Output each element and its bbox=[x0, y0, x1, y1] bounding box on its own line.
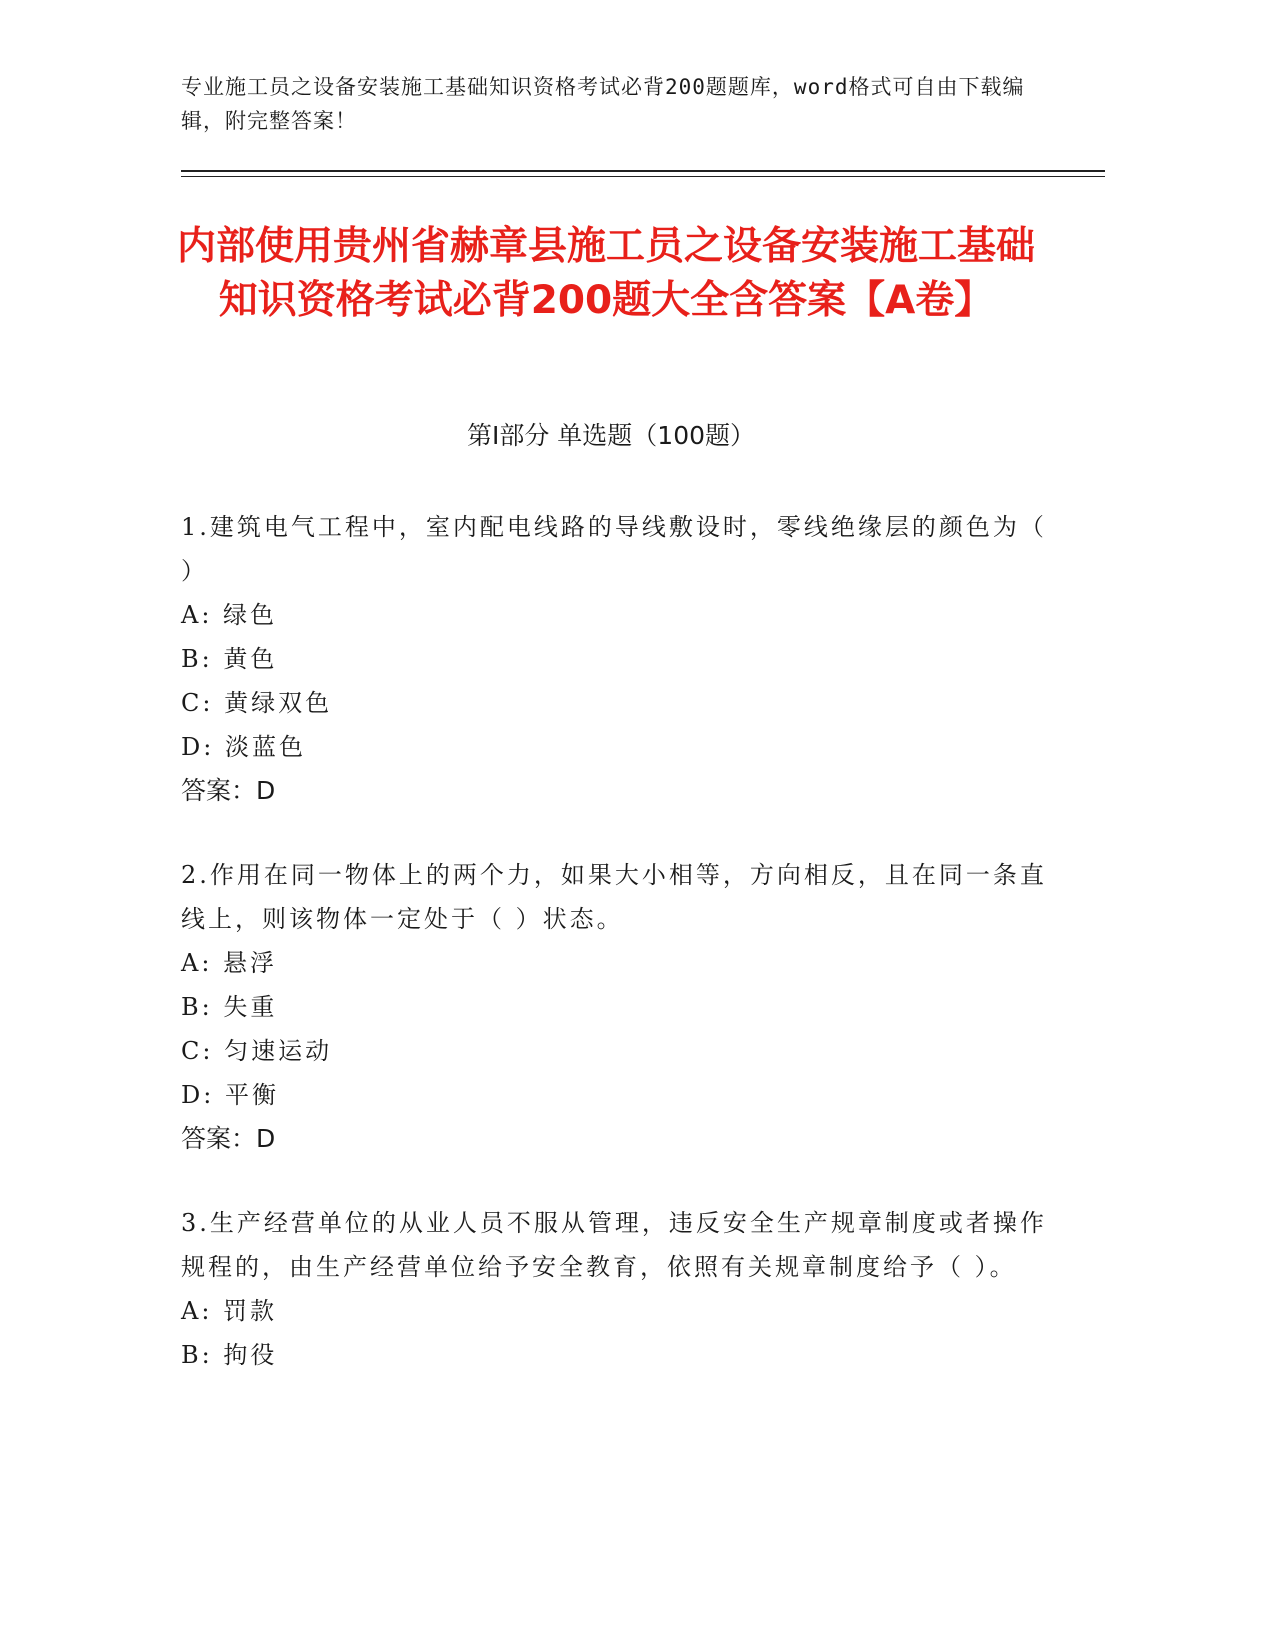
option-b: B: 失重 bbox=[181, 993, 278, 1021]
question-2 bbox=[181, 853, 1061, 1161]
option-b: B: 黄色 bbox=[181, 645, 278, 673]
question-3 bbox=[181, 1201, 1061, 1377]
question-stem: 3.生产经营单位的从业人员不服从管理，违反安全生产规章制度或者操作规程的，由生产经营单位给予安全教育，依照有关规章制度给予（ ）。 bbox=[181, 1209, 1047, 1281]
option-d: D: 平衡 bbox=[181, 1081, 279, 1109]
question-stem: 2.作用在同一物体上的两个力，如果大小相等，方向相反，且在同一条直线上，则该物体一定处于（ ）状态。 bbox=[181, 861, 1047, 933]
question-stem: 1.建筑电气工程中，室内配电线路的导线敷设时，零线绝缘层的颜色为（ ） bbox=[181, 513, 1047, 585]
header-note: 专业施工员之设备安装施工基础知识资格考试必背200题题库，word格式可自由下载编辑，附完整答案！ bbox=[181, 75, 1025, 133]
option-b: B: 拘役 bbox=[181, 1341, 278, 1369]
option-a: A: 绿色 bbox=[181, 601, 278, 629]
answer-line: 答案：D bbox=[181, 776, 276, 805]
section-heading: 第I部分 单选题（100题） bbox=[466, 421, 756, 450]
question-list bbox=[181, 505, 1061, 1417]
question-1 bbox=[181, 505, 1061, 813]
answer-line: 答案：D bbox=[181, 1124, 276, 1153]
option-a: A: 悬浮 bbox=[181, 949, 278, 977]
header-rule-thick bbox=[181, 170, 1105, 172]
header-rule-thin bbox=[181, 176, 1105, 177]
document-title: 内部使用贵州省赫章县施工员之设备安装施工基础知识资格考试必背200题大全含答案【A卷】 bbox=[176, 224, 1035, 323]
option-a: A: 罚款 bbox=[181, 1297, 278, 1325]
option-c: C: 黄绿双色 bbox=[181, 689, 333, 717]
option-d: D: 淡蓝色 bbox=[181, 733, 306, 761]
option-c: C: 匀速运动 bbox=[181, 1037, 333, 1065]
